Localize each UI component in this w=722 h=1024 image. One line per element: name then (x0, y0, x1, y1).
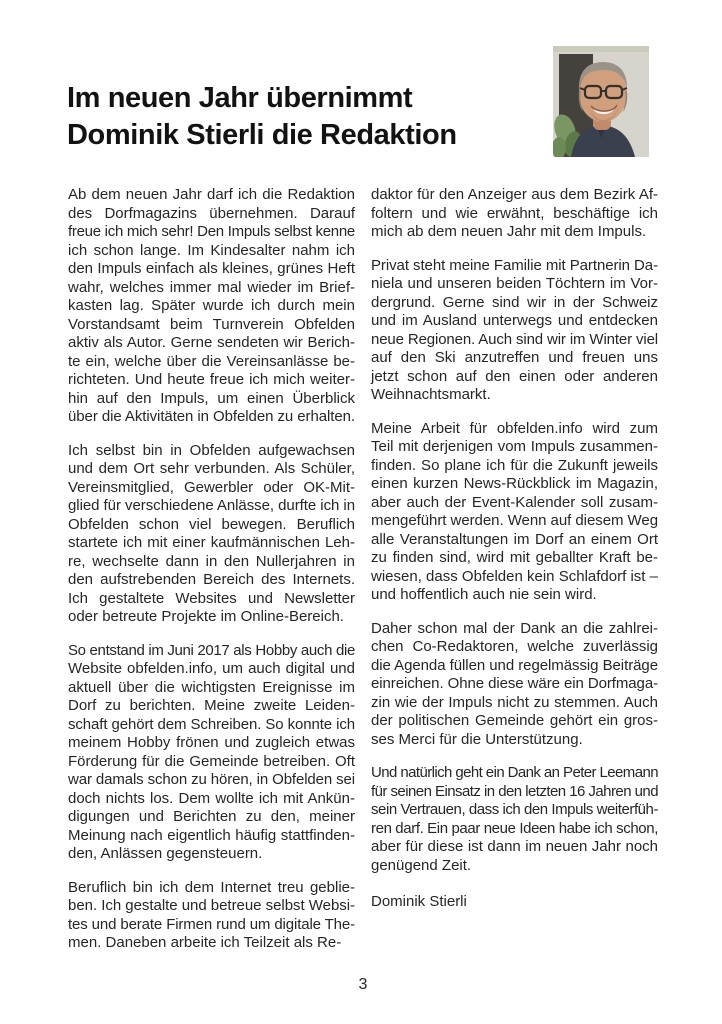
text-line: dergrund. Gerne sind wir in der Schweiz (371, 293, 658, 311)
text-line: wiesen, dass Obfelden kein Schlafdorf ist – (371, 567, 658, 585)
paragraph (68, 186, 355, 427)
text-line: aber für diese ist dann im neuen Jahr noch (371, 838, 658, 855)
paragraph (371, 764, 658, 875)
text-line: den aufstrebenden Bereich des Internets. (68, 571, 355, 588)
text-line: und dem Ort sehr verbunden. Als Schüler, (68, 460, 355, 477)
left-column (68, 186, 355, 968)
text-line: Meinung nach eigentlich häufig stattfinden- (68, 826, 355, 844)
text-line: schaft gehört dem Schreiben. So konnte ich (68, 715, 355, 733)
text-line: auf den Ski anzutreffen und freuen uns (371, 349, 658, 366)
title-line-2: Dominik Stierli die Redaktion (67, 119, 457, 151)
text-line: Website obfelden.info, um auch digital und (68, 660, 355, 677)
paragraph (68, 879, 355, 953)
text-line: Weihnachtsmarkt. (371, 386, 491, 403)
text-line: aber auch der Event-Kalender soll zusam- (371, 493, 658, 511)
text-line: zu finden sind, wird mit geballter Kraft be- (371, 549, 658, 566)
text-line: einen kurzen News-Rückblick im Magazin, (371, 475, 658, 492)
portrait-photo (553, 46, 649, 157)
signature: Dominik Stierli (371, 893, 467, 910)
text-line: digungen und Berichten zu den, meiner (68, 808, 355, 825)
text-line: te ein, welche über die Vereinsanlässe be- (68, 352, 355, 370)
text-line: kasten lag. Später wurde ich durch mein (68, 297, 355, 314)
text-line: ben. Ich gestalte und betreue selbst Websi- (68, 897, 355, 914)
text-line: alle Veranstaltungen im Dorf an einem Ort (371, 530, 658, 548)
text-line: die Agenda füllen und regelmässig Beiträge (371, 656, 658, 674)
text-line: hin auf den Impuls, um einen Überblick (68, 389, 355, 407)
paragraph (371, 620, 658, 750)
text-line: Förderung für die Gemeinde betreiben. Oft (68, 752, 355, 770)
text-line: niela und unseren beiden Töchtern im Vor- (371, 275, 658, 292)
text-line: ses Merci für die Unterstützung. (371, 730, 583, 748)
text-line: Meine Arbeit für obfelden.info wird zum (371, 419, 658, 437)
text-line: meinem Hobby frönen und zugleich etwas (68, 734, 355, 751)
article-title (67, 80, 457, 154)
text-line: glied für verschiedene Anlässe, durfte ich in (68, 497, 355, 514)
text-line: Teil mit derjenigen vom Impuls zusammen- (371, 438, 658, 455)
text-line: Vereinsmitglied, Gewerbler oder OK-Mit- (68, 478, 355, 496)
text-line: Daher schon mal der Dank an die zahlrei- (371, 619, 658, 637)
text-line: Obfelden schon viel bewegen. Beruflich (68, 515, 355, 533)
text-line: tes und berate Firmen rund um digitale The- (68, 915, 355, 933)
text-line: für seinen Einsatz in den letzten 16 Jahren und (371, 782, 658, 800)
text-line: mengeführt werden. Wenn auf diesem Weg (371, 512, 658, 529)
right-column (371, 186, 658, 968)
text-line: men. Daneben arbeite ich Teilzeit als Re- (68, 934, 342, 951)
text-line: der politischen Gemeinde gehört ein gros- (371, 712, 658, 729)
article-body (68, 186, 658, 968)
text-line: Vorstandsamt beim Turnverein Obfelden (68, 315, 355, 333)
text-line: Beruflich bin ich dem Internet treu geblie- (68, 878, 355, 896)
text-line: finden. So plane ich für die Zukunft jeweils (371, 456, 658, 474)
text-line: den Impuls einfach als kleines, grünes Heft (68, 260, 355, 277)
text-line: einreichen. Ohne diese wäre ein Dorfmaga- (371, 675, 659, 692)
text-line: Privat steht meine Familie mit Partnerin Da- (371, 256, 658, 274)
text-line: war damals schon zu hören, in Obfelden sei (68, 771, 355, 788)
title-line-1: Im neuen Jahr übernimmt (67, 82, 413, 114)
text-line: startete ich mit einer kaufmännischen Leh- (68, 534, 355, 551)
paragraph (371, 186, 658, 242)
paragraph (371, 257, 658, 405)
text-line: freue ich mich sehr! Den Impuls selbst kenne (68, 223, 355, 240)
text-line: des Dorfmagazins übernehmen. Darauf (68, 204, 355, 222)
text-line: daktor für den Anzeiger aus dem Bezirk Af- (371, 186, 658, 203)
text-line: Und natürlich geht ein Dank an Peter Leemann (371, 764, 658, 781)
text-line: doch nichts los. Dem wollte ich mit Ankün- (68, 789, 355, 807)
text-line: Ich selbst bin in Obfelden aufgewachsen (68, 441, 355, 459)
text-line: Dorf zu berichten. Meine zweite Leiden- (68, 697, 355, 714)
paragraph (371, 420, 658, 605)
text-line: und hoffentlich auch nie sein wird. (371, 586, 597, 603)
text-line: foltern und wie erwähnt, beschäftige ich (371, 204, 658, 222)
text-line: den, Anlässen gegensteuern. (68, 845, 263, 862)
text-line: ren darf. Ein paar neue Ideen habe ich schon, (371, 819, 658, 837)
text-line: ich schon lange. Im Kindesalter nahm ich (68, 241, 355, 259)
text-line: aktiv als Autor. Gerne sendeten wir Berich- (68, 334, 355, 351)
text-line: mich ab dem neuen Jahr mit dem Impuls. (371, 223, 647, 240)
text-line: jetzt schon auf den einen oder anderen (371, 367, 658, 385)
text-line: chen Co-Redaktoren, welche zuverlässig (371, 638, 658, 655)
text-line: sein Vertrauen, dass ich den Impuls weiterfüh- (371, 801, 658, 818)
text-line: So entstand im Juni 2017 als Hobby auch die (68, 641, 355, 659)
text-line: Ab dem neuen Jahr darf ich die Redaktion (68, 186, 355, 203)
paragraph (68, 442, 355, 627)
text-line: über die Aktivitäten in Obfelden zu erhalten. (68, 408, 355, 425)
text-line: oder betreute Projekte im Online-Bereich. (68, 608, 344, 625)
page-number: 3 (358, 976, 368, 993)
paragraph (68, 642, 355, 864)
text-line: zin wie der Impuls nicht zu stemmen. Auch (371, 693, 658, 711)
text-line: und im Ausland unterwegs und entdecken (371, 312, 658, 329)
text-line: aktuell über die wichtigsten Ereignisse im (68, 678, 355, 696)
text-line: richteten. Und heute freue ich mich weiter- (68, 371, 355, 388)
text-line: re, wechselte dann in den Nullerjahren in (68, 552, 355, 570)
text-line: neue Regionen. Auch sind wir im Winter viel (371, 330, 658, 348)
text-line: Ich gestaltete Websites und Newsletter (68, 589, 355, 607)
text-line: wahr, welches immer mal wieder im Brief- (68, 278, 355, 296)
text-line: genügend Zeit. (371, 856, 472, 874)
